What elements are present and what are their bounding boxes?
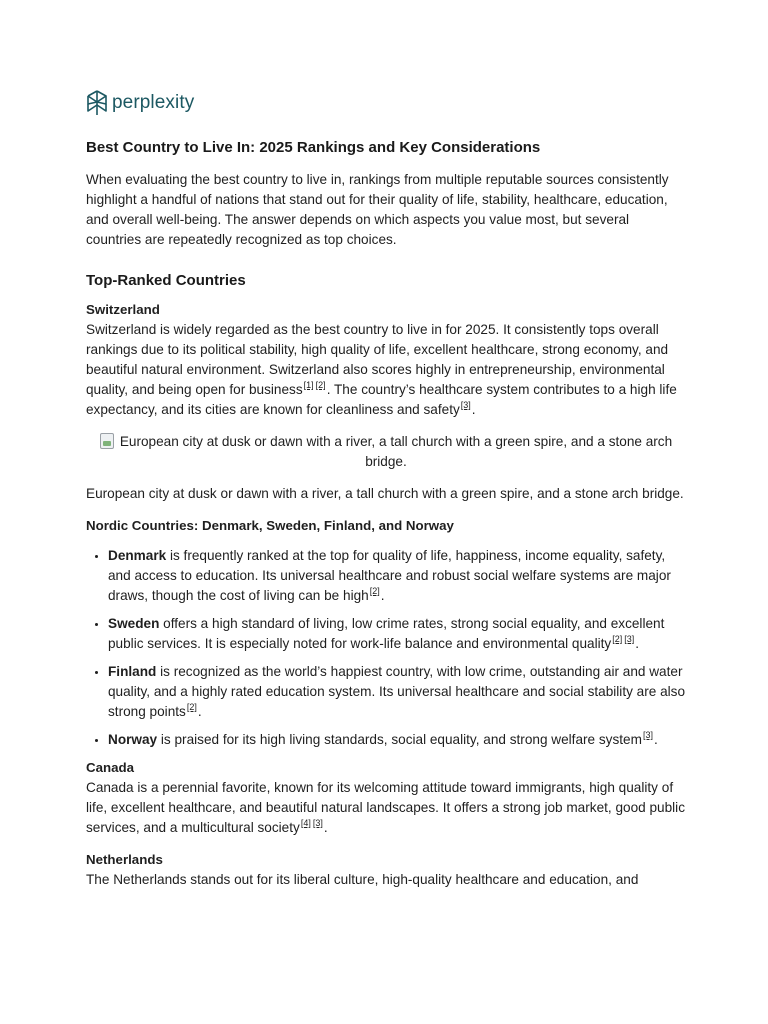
citation-link[interactable]: [3] — [624, 634, 635, 644]
section-heading: Top-Ranked Countries — [86, 272, 246, 289]
image-placeholder — [86, 432, 686, 472]
list-item: • Norway is praised for its high living standards, social equality, and strong welfare system[3]. — [108, 730, 686, 750]
citation-link[interactable]: [3] — [460, 400, 471, 410]
nordic-list — [86, 546, 686, 750]
citation-link[interactable]: [2] — [369, 586, 380, 596]
citation-link[interactable]: [2] — [315, 380, 326, 390]
page-title: Best Country to Live In: 2025 Rankings and Key Considerations — [86, 139, 541, 156]
list-item: • Finland is recognized as the world’s happiest country, with low crime, outstanding air and water quality, and a highly rated education system. Its universal healthcare and social stability are also strong points[2]. — [108, 662, 686, 722]
citation-link[interactable]: [1] — [303, 380, 314, 390]
list-item: • Sweden offers a high standard of living, low crime rates, strong social equality, and excellent public services. It is especially noted for work-life balance and environmental quality[2] [3]. — [108, 614, 686, 654]
citation-link[interactable]: [2] — [186, 702, 197, 712]
switzerland-heading: Switzerland — [86, 302, 160, 317]
citation-link[interactable]: [2] — [612, 634, 623, 644]
broken-image-icon — [100, 433, 114, 449]
switzerland-paragraph: Switzerland is widely regarded as the best country to live in for 2025. It consistently tops overall rankings due to its political stability, high quality of life, excellent healthcare, strong economy, and beautiful natural environment. Switzerland also scores highly in entrepreneurship, environmental quality, and being open for business[1] [2]. The country’s healthcare system contributes to a high life expectancy, and its cities are known for cleanliness and safety[3]. — [86, 322, 677, 417]
brand-name: perplexity — [112, 92, 195, 113]
citation-link[interactable]: [3] — [312, 818, 323, 828]
citation-link[interactable]: [4] — [300, 818, 311, 828]
netherlands-heading: Netherlands — [86, 852, 163, 867]
canada-heading: Canada — [86, 760, 135, 775]
list-item: • Denmark is frequently ranked at the top for quality of life, happiness, income equality, safety, and access to education. Its universal healthcare and robust social welfare systems are major draws, though the cost of living can be high[2]. — [108, 546, 686, 606]
nordic-heading: Nordic Countries: Denmark, Sweden, Finland, and Norway — [86, 518, 454, 533]
perplexity-logo-icon — [86, 90, 108, 116]
canada-paragraph: Canada is a perennial favorite, known for its welcoming attitude toward immigrants, high quality of life, excellent healthcare, and beautiful natural landscapes. It offers a strong job market, good public services, and a multicultural society[4] [3]. — [86, 780, 685, 835]
brand-logo[interactable] — [86, 90, 194, 116]
intro-paragraph: When evaluating the best country to live in, rankings from multiple reputable sources consistently highlight a handful of nations that stand out for their quality of life, stability, healthcare, education, and overall well-being. The answer depends on which aspects you value most, but several countries are repeatedly recognized as top choices. — [86, 172, 669, 247]
netherlands-paragraph: The Netherlands stands out for its liberal culture, high-quality healthcare and education, and — [86, 872, 639, 887]
article — [86, 137, 686, 890]
image-alt-text: European city at dusk or dawn with a river, a tall church with a green spire, and a stone arch bridge. — [119, 434, 673, 469]
citation-link[interactable]: [3] — [642, 730, 653, 740]
image-caption: European city at dusk or dawn with a river, a tall church with a green spire, and a stone arch bridge. — [86, 486, 684, 501]
